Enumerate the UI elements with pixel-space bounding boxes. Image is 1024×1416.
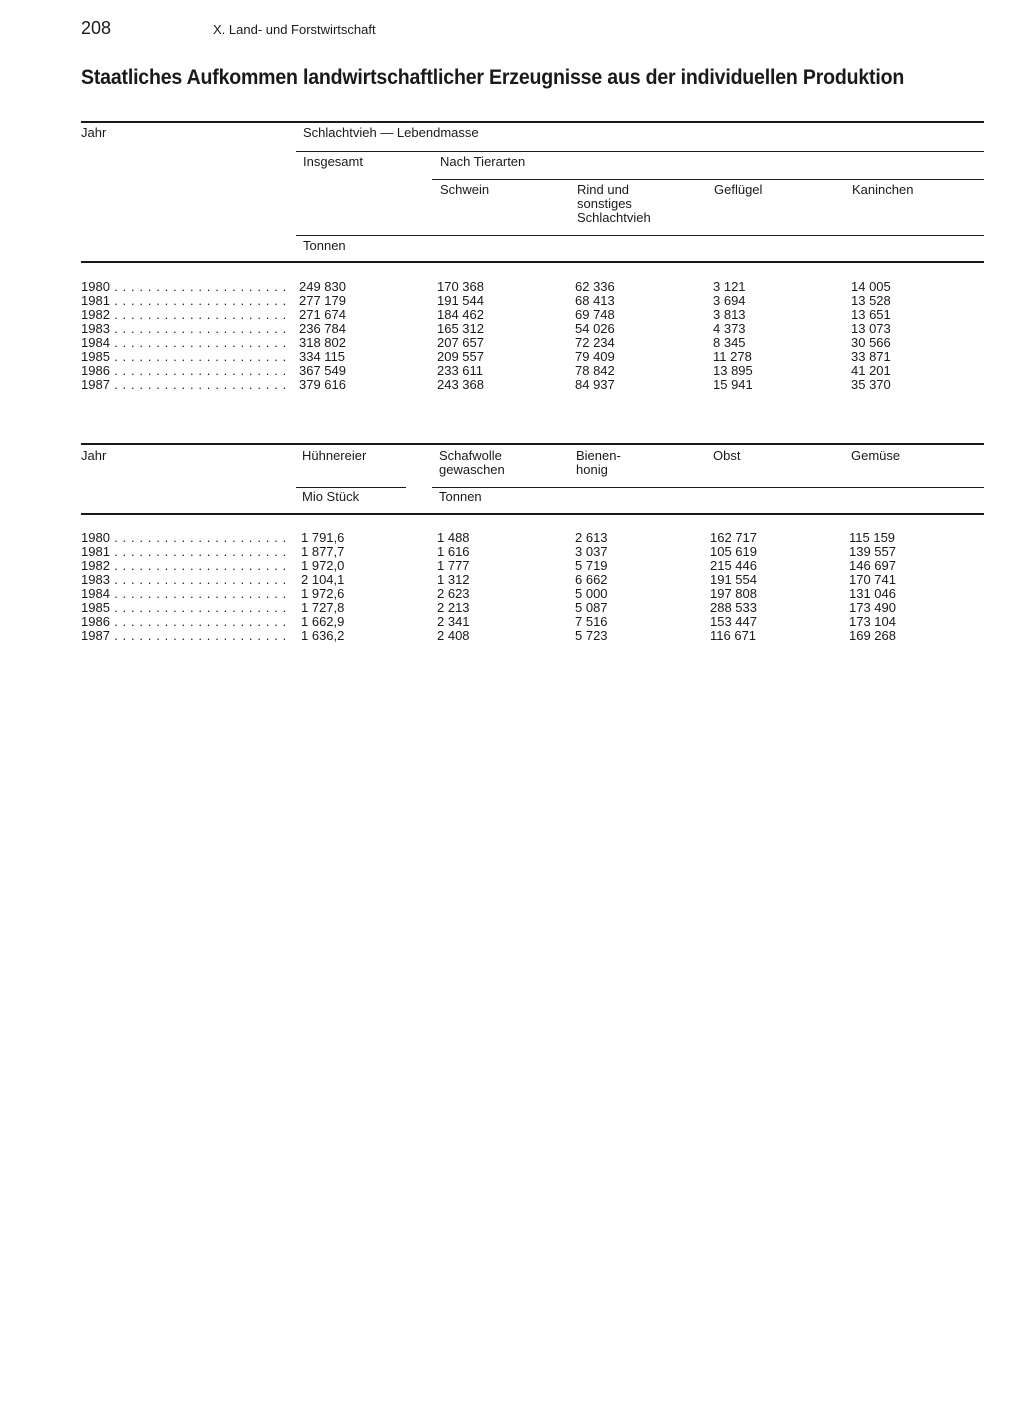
table2-unit-mio: Mio Stück [302,489,360,504]
table2-top-rule [81,443,984,445]
table1-unit: Tonnen [303,238,346,253]
table1-row-year: 1983 . . . [81,322,286,336]
table2-cell: 116 671 [710,628,757,643]
table2-row-year: 1987 . . . [81,629,286,643]
table2-cell: 2 613 [575,530,608,545]
table1-cell: 3 813 [713,307,746,322]
table2-cell: 5 087 [575,600,608,615]
table1-cell: 191 544 [437,293,484,308]
table1-header-bottom-rule [81,261,984,263]
table1-top-rule [81,121,984,123]
table1-cell: 334 115 [299,349,346,364]
table1-row-year: 1986 . . . [81,364,286,378]
page-number: 208 [81,18,112,38]
table1-cell: 15 941 [713,377,753,392]
chapter-title: X. Land- und Forstwirtschaft [213,22,376,37]
table1-row-year: 1984 . . . [81,336,286,350]
table1-cell: 243 368 [437,377,484,392]
table1-header-jahr: Jahr [81,125,107,140]
table1-header-rind-line: sonstiges [577,196,632,211]
table1-subgroup-rule [432,179,984,180]
table1-cell: 72 234 [575,335,615,350]
table2-cell: 169 268 [849,628,896,643]
table1-cell: 170 368 [437,279,484,294]
table2-header-schafwolle-line: gewaschen [439,462,505,477]
table1-cell: 379 616 [299,377,346,392]
table1-cell: 3 121 [713,279,746,294]
table1-cell: 209 557 [437,349,484,364]
table2-cell: 139 557 [849,544,896,559]
table1-cell: 184 462 [437,307,484,322]
table1-row-year: 1982 . . . [81,308,286,322]
table1-header-rind [577,183,651,225]
table1-cell: 11 278 [713,349,752,364]
table2-cell: 1 312 [437,572,470,587]
table1-header-group: Schlachtvieh — Lebendmasse [303,125,479,140]
table2-cell: 131 046 [849,586,896,601]
table2-cell: 5 719 [575,558,608,573]
table2-cell: 191 554 [710,572,757,587]
table2-cell: 197 808 [710,586,757,601]
table1-cell: 3 694 [713,293,746,308]
table1-cell: 84 937 [575,377,615,392]
table1-cell: 62 336 [575,279,615,294]
table2-header-bienenhonig-line: Bienen- [576,448,621,463]
table2-header-schafwolle-line: Schafwolle [439,448,502,463]
table2-cell: 162 717 [710,530,757,545]
table2-cell: 5 723 [575,628,608,643]
table1-cell: 13 651 [851,307,891,322]
table1-row-year: 1985 . . . [81,350,286,364]
table1-cell: 68 413 [575,293,615,308]
table1-row-year: 1980 . . . [81,280,286,294]
table2-cell: 2 213 [437,600,470,615]
table2-unit-tonnen: Tonnen [439,489,482,504]
table2-cell: 1 777 [437,558,470,573]
table2-cell: 173 104 [849,614,896,629]
table1-cell: 8 345 [713,335,746,350]
table1-cell: 54 026 [575,321,615,336]
table1-cell: 165 312 [437,321,484,336]
table2-unit-rule-right [432,487,984,488]
table1-cell: 318 802 [299,335,346,350]
table2-header-gemuese: Gemüse [851,448,901,463]
table1-cell: 33 871 [851,349,891,364]
table1-cell: 41 201 [851,363,891,378]
table1-cell: 13 528 [851,293,891,308]
table2-header-bienenhonig [576,449,621,477]
table1-cell: 236 784 [299,321,346,336]
table2-cell: 105 619 [710,544,757,559]
table2-cell: 6 662 [575,572,608,587]
table2-header-huehnereier: Hühnereier [302,448,367,463]
table2-row-year: 1984 . . . [81,587,286,601]
table1-cell: 79 409 [575,349,615,364]
table1-group-rule [296,151,984,152]
table2-cell: 1 877,7 [301,544,345,559]
table1-cell: 13 073 [851,321,891,336]
table2-header-schafwolle [439,449,505,477]
table2-cell: 215 446 [710,558,757,573]
table1-cell: 233 611 [437,363,484,378]
table2-cell: 7 516 [575,614,608,629]
table2-cell: 1 727,8 [301,600,345,615]
table2-cell: 1 972,6 [301,586,345,601]
table2-cell: 2 408 [437,628,470,643]
table1-row-year: 1981 . . . [81,294,286,308]
table2-cell: 1 791,6 [301,530,345,545]
table2-cell: 115 159 [849,530,896,545]
table2-row-year: 1982 . . . [81,559,286,573]
table2-cell: 1 636,2 [301,628,345,643]
table2-row-year: 1985 . . . [81,601,286,615]
table1-header-schwein: Schwein [440,182,490,197]
table2-cell: 1 972,0 [301,558,345,573]
table2-cell: 2 104,1 [301,572,345,587]
table2-cell: 3 037 [575,544,608,559]
table1-cell: 4 373 [713,321,746,336]
table1-header-rind-line: Schlachtvieh [577,210,651,225]
table1-header-gefluegel: Geflügel [714,182,763,197]
table2-cell: 1 616 [437,544,470,559]
table1-cell: 14 005 [851,279,891,294]
table2-cell: 1 662,9 [301,614,345,629]
table1-header-insgesamt: Insgesamt [303,154,363,169]
table1-header-rind-line: Rind und [577,182,630,197]
table2-cell: 2 341 [437,614,470,629]
table2-header-obst: Obst [713,448,741,463]
table1-cell: 271 674 [299,307,346,322]
table1-unit-rule [296,235,984,236]
table2-cell: 173 490 [849,600,896,615]
table2-cell: 170 741 [849,572,896,587]
table2-cell: 5 000 [575,586,608,601]
table2-header-bottom-rule [81,513,984,515]
table1-cell: 69 748 [575,307,615,322]
table2-header-bienenhonig-line: honig [576,462,608,477]
table2-cell: 1 488 [437,530,470,545]
table1-cell: 367 549 [299,363,346,378]
table2-row-year: 1981 . . . [81,545,286,559]
table2-header-jahr: Jahr [81,448,107,463]
table2-row-year: 1983 . . . [81,573,286,587]
table2-row-year: 1986 . . . [81,615,286,629]
table2-cell: 153 447 [710,614,757,629]
table2-cell: 288 533 [710,600,757,615]
table1-cell: 35 370 [851,377,891,392]
table1-cell: 249 830 [299,279,346,294]
table2-cell: 146 697 [849,558,896,573]
table2-unit-rule-left [296,487,406,488]
table2-row-year: 1980 . . . [81,531,286,545]
table1-row-year: 1987 . . . [81,378,286,392]
table1-cell: 207 657 [437,335,484,350]
table1-cell: 78 842 [575,363,615,378]
table1-header-nach-tierarten: Nach Tierarten [440,154,526,169]
table2-cell: 2 623 [437,586,470,601]
page-title: Staatliches Aufkommen landwirtschaftlicher Erzeugnisse aus der individuellen Produktion [81,66,905,89]
table1-cell: 30 566 [851,335,891,350]
table1-cell: 13 895 [713,363,753,378]
table1-header-kaninchen: Kaninchen [852,182,914,197]
table1-cell: 277 179 [299,293,346,308]
